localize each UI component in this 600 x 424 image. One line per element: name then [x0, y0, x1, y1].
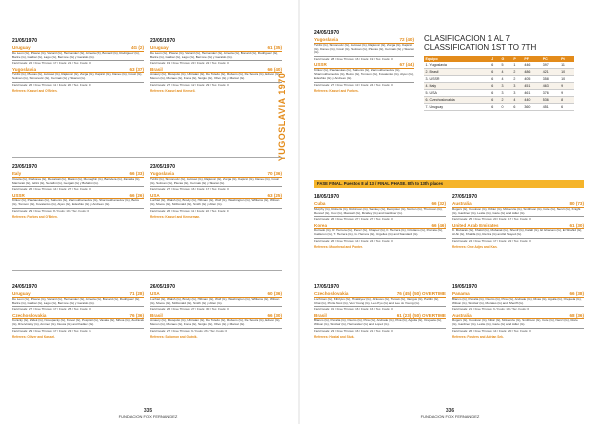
team-header: Czechoslovakia 76 (45) (50) OVERTIME	[314, 291, 446, 296]
table-cell: 6	[490, 90, 500, 97]
table-cell: 2	[512, 76, 523, 83]
team-header: Cuba 66 (32)	[314, 201, 446, 206]
match-block	[150, 38, 282, 93]
table-cell: 486	[523, 69, 541, 76]
team-stats: Field Goals: 26 / Free Throws: 27 / Fouls: 27 / Tec. Fouls: 0	[314, 216, 446, 221]
team-stats: Field Goals: 21 / Free Throws: 6 / Fouls: 19 / Tec. Fouls: 0	[452, 306, 584, 311]
table-row	[424, 97, 574, 104]
table-cell: 446	[523, 62, 541, 69]
classification-title: CLASIFICACION 1 AL 7 CLASSIFICATION 1ST TO 7TH	[424, 34, 537, 52]
match-block	[314, 284, 446, 339]
table-header-cell: J	[490, 56, 500, 62]
table-cell: 9	[560, 83, 574, 90]
table-cell: 376	[541, 90, 559, 97]
table-header-cell: Pt	[560, 56, 574, 62]
table-cell: 8	[560, 97, 574, 104]
match-date: 27/05/1970	[452, 194, 478, 200]
team-stats: Field Goals: 25 / Free Throws: 20 / Fouls: 17 / Tec. Fouls: 0	[452, 216, 584, 221]
match-date: 24/05/1970	[12, 284, 38, 290]
table-cell: 6	[490, 83, 500, 90]
table-cell: 397	[541, 62, 559, 69]
team-lineup: Krikov (G), Paulauskas (G), Sabonis (G), Zarmukhamedov (G), Sharmukhamedov (G), Belov (G), Tomson (G), Kovalenko (G), Alyev (G), Edeshko (G) y Andreev (G).	[12, 198, 140, 206]
team-stats: Field Goals: 29 / Free Throws: 8 / Fouls: 19 / Tec. Fouls: 0	[12, 208, 144, 213]
referees: Referees: One Adjes and Kan.	[452, 245, 498, 249]
team-stats: Field Goals: 27 / Free Throws: 17 / Fouls: 25 / Tec. Fouls: 0	[12, 306, 144, 311]
referees: Referees: Kassel and O'Brien.	[12, 89, 58, 93]
table-cell: 1	[512, 62, 523, 69]
team-header: Australia 68 (36)	[452, 312, 584, 318]
table-header-cell: G	[500, 56, 512, 62]
team-stats: Field Goals: 26 / Free Throws: 14 / Fouls: 24 / Tec. Fouls: 0	[314, 238, 446, 243]
table-row	[424, 76, 574, 83]
table-cell: 461	[523, 90, 541, 97]
match-date: 18/05/1970	[314, 194, 340, 200]
team-header: Australia 80 (73)	[452, 201, 584, 206]
team-header: USSR 67 (44)	[314, 62, 414, 68]
match-date: 23/05/1970	[12, 164, 38, 170]
team-stats: Field Goals: 26 / Free Throws: 11 / Fouls: 22 / Tec. Fouls: 0	[150, 208, 282, 213]
team-lineup: Ossola (G), Flaborea (G), Recalcati (G), Masini (G), Meneghin (G), Bariviera (G), Zanatta (G), Marzorati (G), Iellini (G), Serafini (G), Gergati (G) y Bufalini (G).	[12, 176, 141, 185]
team-header: Uruguay 71 (28)	[12, 291, 144, 296]
team-header: Yugoslavia 72 (40)	[314, 37, 414, 42]
team-header: Brasil 66 (40)	[150, 66, 282, 72]
team-lineup: Tvrdic (G), Simonovic (G), Jelovac (G), Rajkovic (G), Zorga (G), Kapicic (G), Daneu (G), Cosic (G), Solman (G), Plecas (G), Cermak (G) y Skansi (G).	[150, 176, 280, 185]
table-cell: 10	[560, 69, 574, 76]
referees: Referees: Fosters and Adrian Sek.	[452, 335, 504, 339]
team-lineup: Tvrdic (G), Simonovic (G), Jelovac (G), Rajkovic (G), Zorga (G), Kapicic (G), Daneu (G), Cosic (G), Solman (G), Plecas (G), Cermak (G) y Skansi (G).	[314, 42, 414, 55]
table-cell: 9	[560, 90, 574, 97]
team-lineup: De Leon (G), Pisano (G), Varonil (G), Hernandez (G), Arreola (G), Bonard (G), Rodriguez (G), Bartre (G), Gaibar (G), Lago (G), Berrone (G) y Geraldo (G).	[150, 50, 279, 59]
referees: Referees: Forbes and O'Brien.	[12, 215, 58, 219]
table-cell: 1. Yugoslavia	[424, 62, 490, 69]
table-header-cell: Equipo	[424, 56, 490, 62]
team-lineup: Murphy (G), Roberts (G), Robinson (G), Sankey (G), Dempster (G), Norton (G), Thomson (G), Renouf (G), Cox (G), Maxwell (G), Mcalley (G) and Gardiner (G).	[314, 206, 443, 215]
team-stats: Field Goals: 26 / Free Throws: 14 / Fouls: 27 / Tec. Fouls: 0	[12, 186, 144, 191]
team-stats: Field Goals: 22 / Free Throws: 17 / Fouls: 21 / Tec. Fouls: 0	[12, 60, 144, 65]
page-number: 335	[143, 408, 153, 414]
match-date: 17/05/1970	[314, 284, 340, 290]
table-cell: 4. Italy	[424, 83, 490, 90]
team-lineup: Rogers (G), Cookson (G), Nikic (G), Mckenzie (G), Smithson (G), Cole (G), Nenzi (G), Rorie (G), Gardiner (G), Leslie (G), Gaze (G) and Adler (G).	[452, 318, 578, 326]
match-block	[12, 38, 144, 93]
match-date: 23/05/1970	[150, 38, 176, 44]
table-cell: 6	[560, 104, 574, 111]
phase-banner: FASE FINAL. Puestos 8 al 13 / FINAL PHASE. 8th to 13th places	[314, 180, 584, 188]
table-cell: 358	[541, 76, 559, 83]
table-cell: 4	[500, 69, 512, 76]
table-cell: 5	[500, 62, 512, 69]
team-lineup: Luchtel (G), Walsh (G), Brody (G), Hillman (G), Wolf (G), Washington (G), Williams (G), Wilson (G), Moore (G), McDonald (G), Smith (G) y Allen (G).	[150, 198, 280, 206]
team-stats: Field Goals: 23 / Free Throws: 16 / Fouls: 21 / Tec. Fouls: 0	[314, 328, 446, 333]
team-stats: Field Goals: 31 / Free Throws: 16 / Fouls: 16 / Tec. Fouls: 0	[314, 306, 446, 311]
team-header: USA 63 (25)	[150, 192, 282, 198]
table-cell: 5. USA	[424, 90, 490, 97]
page-fold	[298, 0, 300, 424]
table-cell: 6	[490, 62, 500, 69]
team-lineup: Blanco (G), Peralta (G), Osorio (G), Pina (G), Andrade (G), Pina (G), Aguila (G), Orejuela (G), Wilson (G), Sinclair (G), Hernandez (G) and Lopez (G).	[314, 318, 442, 326]
team-stats: Field Goals: 24 / Free Throws: 17 / Fouls: 22 / Tec. Fouls: 0	[452, 238, 584, 243]
table-cell: 3	[500, 90, 512, 97]
team-header: Panama 66 (38)	[452, 291, 584, 296]
page-footer-left	[118, 408, 178, 419]
table-cell: 2	[500, 97, 512, 104]
match-block	[314, 30, 414, 93]
team-stats: Field Goals: 26 / Free Throws: 14 / Fouls: 20 / Tec. Fouls: 0	[452, 328, 584, 333]
divider	[12, 270, 282, 271]
team-header: Uruguay 61 (35)	[150, 45, 282, 50]
table-cell: 10	[560, 76, 574, 83]
referees: Referees: Moorhead and Ponter.	[314, 245, 363, 249]
team-lineup: De Leon (G), Pisano (G), Varonil (G), Hernandez (G), Arreola (K), Bonard (G), Rodriguez (G), Bartre (G), Gaibar (G), Lago (G), Berrone (G) y Geraldo (G).	[12, 50, 140, 59]
table-cell: 451	[541, 104, 559, 111]
team-stats: Field Goals: 28 / Free Throws: 16 / Fouls: 19 / Tec. Fouls: 0	[314, 56, 414, 61]
referees: Referees: Hostal and Stuk.	[314, 335, 355, 339]
team-header: United Arab Emirates 61 (30)	[452, 222, 584, 228]
match-date: 23/05/1970	[150, 164, 176, 170]
team-lineup: Lochman (G), Kibrlyus (G), Hnatikyev (G), Jirkoves (G), Tuicek (G), Vangus (G), Partlin (G), Chat (G), Pivrle Novi (G), Ven Young (G), Leo Pyo (G) and Lee Jo Young (G).	[314, 296, 440, 305]
team-header: Uruguay 4G (2)	[12, 45, 144, 50]
team-lineup: Konicky (G), Zidek (G), Novopacky (G), Kovar (G), Pospisil (G), Vavala (G), Mrkva (G), Zednicek (G), Rzervinsky (G), Ammer (G), Deuca (G) and Kadlec (G).	[12, 318, 144, 326]
team-lineup: De Leon (G), Pisano (G), Varonil (G), Hernandez (G), Arreola (G), Bonard (G), Rodriguez (G), Bartre (G), Gaibar (G), Lago (G), Berrone (G) y Geraldo (G).	[12, 296, 141, 305]
table-cell: 4	[500, 76, 512, 83]
match-block	[452, 194, 584, 249]
table-header-cell: PF	[523, 56, 541, 62]
table-cell: 6	[490, 69, 500, 76]
referees: Referees: Kassel and Kenseli.	[150, 89, 196, 93]
referees: Referees: Kassel and Kenseman.	[150, 215, 201, 219]
table-cell: 421	[541, 69, 559, 76]
match-date: 24/05/1970	[314, 30, 340, 36]
table-cell: 4	[512, 97, 523, 104]
referees: Referees: Kassel and Forbes.	[314, 88, 359, 93]
classification-table	[424, 56, 574, 111]
table-cell: 6	[490, 104, 500, 111]
team-header: Italy 66 (33)	[12, 171, 144, 176]
page-number: 336	[445, 408, 455, 414]
table-header-cell: PC	[541, 56, 559, 62]
table-cell: 536	[541, 97, 559, 104]
table-cell: 360	[523, 104, 541, 111]
table-cell: 7. Uruguay	[424, 104, 490, 111]
team-header: Brasil 61 (23) (50) OVERTIME	[314, 312, 446, 318]
team-stats: Field Goals: 27 / Free Throws: 13 / Fouls: 24 / Tec. Fouls: 0	[314, 82, 414, 87]
team-stats: Field Goals: 26 / Free Throws: 27 / Fouls: 30 / Tec. Fouls: 0	[150, 306, 282, 311]
table-row	[424, 104, 574, 111]
divider	[12, 157, 282, 158]
match-block	[150, 284, 282, 339]
match-block	[314, 194, 446, 249]
table-cell: 0	[500, 104, 512, 111]
footer-org: FUNDACION FOX FERNANDEZ	[420, 414, 480, 419]
referees: Referees: Solomon and Gutnik.	[150, 335, 198, 339]
team-lineup: Amaury (G), Mosquito (G), Ubiratan (G), De Toledo (G), Rubens (G), De Souza (G), Edson (G), Menon (G), Moraes (G), Fona (G), Sérgio (G), Olivo (G) y Marcel (G).	[150, 318, 281, 326]
team-lineup: Krikov (G), Paulauskas (G), Sabonis (G), Zarmukhamedov (G), Sharmukhamedov (G), Belov (G), Tomson (G), Kovalenko (G), Alyev (G), Edeshko (G) y Andreev (G).	[314, 68, 414, 80]
match-block	[12, 164, 144, 219]
table-cell: 3	[512, 90, 523, 97]
table-header-cell: P	[512, 56, 523, 62]
table-cell: 463	[541, 83, 559, 90]
spine-label: YUGOSLAVIA 1970	[277, 72, 287, 162]
table-cell: 6	[490, 97, 500, 104]
match-date: 19/05/1970	[452, 284, 478, 290]
footer-org: FUNDACION FOX FERNANDEZ	[118, 414, 178, 419]
table-cell: 451	[523, 83, 541, 90]
team-lineup: Tvrdic (G), Plecas (G), Jelovac (G), Rajkovic (G), Zorga (G), Kapicic (G), Daneu (G), Cosic (G), Solman (G), Simonovic (G), Cermak (G) y Skansi (G).	[12, 72, 143, 80]
team-stats: Field Goals: 27 / Free Throws: 12 / Fouls: 29 / Tec. Fouls: 0	[150, 82, 282, 87]
team-lineup: Amaury (G), Mosquito (G), Ubiratan (G), De Toledo (G), Rubens (G), De Souza (G), Edson (G), Menon (G), Moraes (G), Fona (G), Sérgio (G), Olivo (G) y Marcel (G).	[150, 72, 281, 80]
table-cell: 405	[523, 76, 541, 83]
team-stats: Field Goals: 19 / Free Throws: 23 / Fouls: 22 / Tec. Fouls: 0	[150, 60, 282, 65]
team-lineup: Blanco (G), Peralta (G), Osorio (G), Pina (G), Andrade (G), Rivas (G), Aguila (G), Orejuela (G), Wilson (G), Sinclair (G), Morales (G) and Sheriff (G).	[452, 296, 582, 305]
match-date: 21/05/1970	[12, 38, 38, 44]
table-cell: 2	[512, 69, 523, 76]
page-footer-right	[420, 408, 480, 419]
team-header: Yugoslavia 63 (37)	[12, 66, 144, 72]
team-lineup: Luchtel (G), Walsh (G), Brody (G), Hillman (G), Wolf (G), Washington (G), Williams (G), Wilson (G), Moore (G), McDonald (G), Smith (G) y Allen (G).	[150, 296, 280, 305]
table-row	[424, 90, 574, 97]
team-header: USA 60 (36)	[150, 291, 282, 296]
team-header: Korea 66 (46)	[314, 222, 446, 228]
table-cell: 11	[560, 62, 574, 69]
match-block	[150, 164, 282, 219]
team-lineup: Rogers (G), Cookson (G), Kibler (G), Mckenzie (G), Smithson (G), Cole (G), Nenzi (G), Knight (G), Gardiner (G), Leslie (G), Gaze (G) and Adler (G).	[452, 206, 581, 215]
team-stats: Field Goals: 29 / Free Throws: 17 / Fouls: 23 / Tec. Fouls: 1	[12, 328, 144, 333]
match-date: 26/05/1970	[150, 284, 176, 290]
table-row	[424, 69, 574, 76]
team-lineup: Dorrado (G), R. Herrera (G), Perez (G), Chapez (G), F. Herrera (G), Cristiano (G), Porrata (G), Calderon (G), T. Herrera (G), G. Herrera (G), Urgelles (G) and Standard (G).	[314, 228, 443, 236]
table-cell: 6	[490, 76, 500, 83]
table-cell: 6	[512, 104, 523, 111]
match-block	[12, 284, 144, 339]
match-block	[452, 284, 584, 339]
table-cell: 3	[512, 83, 523, 90]
team-header: Czechoslovakia 76 (36)	[12, 312, 144, 318]
team-stats: Field Goals: 26 / Free Throws: 11 / Fouls: 20 / Tec. Fouls: 0	[12, 82, 144, 87]
team-stats: Field Goals: 27 / Free Throws: 9 / Fouls: 26 / Tec. Fouls: 0	[150, 328, 282, 333]
team-header: Yugoslavia 70 (36)	[150, 171, 282, 176]
team-stats: Field Goals: 27 / Free Throws: 16 / Fouls: 17 / Tec. Fouls: 0	[150, 186, 282, 191]
team-header: Brasil 66 (30)	[150, 312, 282, 318]
table-cell: 2. Brasil	[424, 69, 490, 76]
table-row	[424, 83, 574, 90]
team-header: USSR 66 (26)	[12, 192, 144, 198]
table-cell: 440	[523, 97, 541, 104]
table-cell: 3. USSR	[424, 76, 490, 83]
table-cell: 6. Czechoslovakia	[424, 97, 490, 104]
team-lineup: K. Mubarak (G), Khalid (G), Mubarak (G), Shenif (G), Falah (G), El Ghanam (G), El Shahid (G), Al Ali (G), Khalifa (G), Rezza (G) and El Sayed (G).	[452, 228, 583, 236]
table-cell: 3	[500, 83, 512, 90]
referees: Referees: Oliver and Kassel.	[12, 335, 56, 339]
